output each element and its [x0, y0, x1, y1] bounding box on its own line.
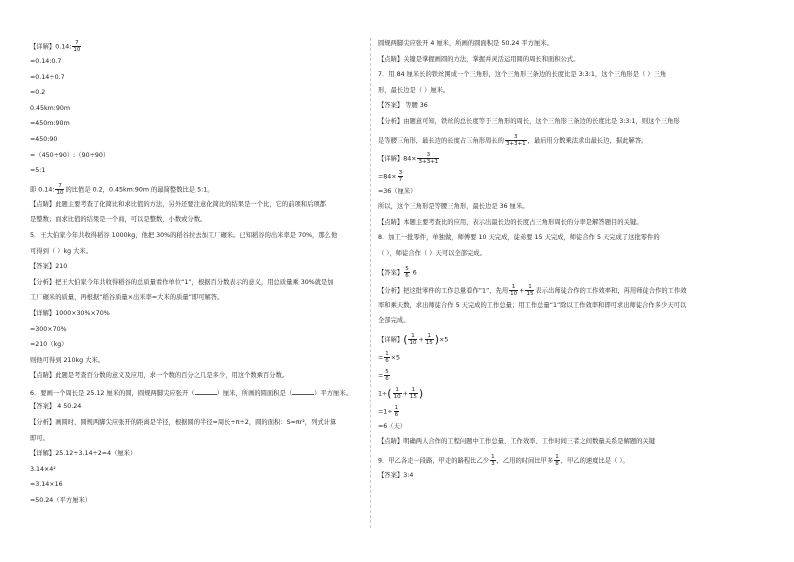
text-line: =450:90 [30, 135, 58, 143]
answer-line: 【答案】 4 50.24 [30, 403, 82, 411]
text-line: =5:1 [30, 167, 46, 175]
text-line: =1÷ $\frac{1}{6}$ [378, 404, 399, 418]
text-line: 则他可得到 210kg 大米。 [30, 356, 105, 364]
answer-line: 【答案】 $\frac{5}{6}$ 6 [378, 265, 417, 279]
question-5: 5．王大伯家今年共收得稻谷 1000kg，他把 30%的稻谷拉去加工厂碾米。已知稻谷的出米率是 70%，那么他 [30, 231, 338, 239]
answer-line: 【答案】3:4 [378, 471, 414, 479]
text-line: 0.45km:90m [30, 104, 71, 112]
text-line: 【分析】画圆时，圆规两脚尖应张开的距离是半径，根据圆的半径=周长÷π÷2，圆的面积：S=πr²，列式计算 [30, 419, 337, 427]
text-line: 全部完成。 [378, 317, 410, 325]
text-line: 【点睛】关键是掌握画圆的方法，掌握并灵活运用圆的周长和面积公式。 [378, 55, 580, 63]
text-line: 可得到（ ）kg 大米。 [30, 247, 93, 255]
text-line: 3.14×4² [30, 465, 56, 473]
text-line: 形，最长边是（ ）厘米。 [378, 86, 450, 94]
text-line: 是等腰三角形，最长边的长度占三角形周长的 $\frac{3}{3+3+1}$ ，最后用分数乘法求出最长边，据此解答。 [378, 133, 648, 147]
fraction: $\frac{3}{7}$ [398, 169, 403, 183]
answer-line: 【答案】 等腰 36 [378, 102, 428, 110]
text-line: 【点睛】此题主要考查了化简比和求比值的方法，另外还要注意化简比的结果是一个比，它的前项和后项都 [30, 200, 326, 208]
fraction: $\frac{3}{3+3+1}$ [505, 133, 526, 147]
question-7: 7．用 84 厘米长的铁丝围成一个三角形，这个三角形三条边的长度比是 3:3:1，这个三角形是（ ）三角 [378, 71, 667, 79]
question-9: 9．甲乙各走一段路，甲走的路程比乙少 $\frac{1}{3}$ ，乙用的时间比甲多 $\frac{1}{8}$ ，甲乙的速度比是（ ）。 [378, 453, 629, 467]
text-line: =50.24（平方厘米） [30, 497, 92, 505]
text-line: 【详解】1000×30%×70% [30, 309, 110, 317]
fraction: $\frac{1}{6}$ [394, 404, 399, 418]
text-line: 【点睛】此题是考查百分数的意义及应用，求一个数的百分之几是多少，用这个数乘百分数。 [30, 372, 289, 380]
fraction: $\frac{1}{10}$ [409, 332, 417, 346]
fraction: $\frac{1}{8}$ [555, 453, 559, 467]
text-line: =3.14×16 [30, 481, 63, 489]
text-line: 【详解】25.12÷3.14÷2=4（厘米） [30, 450, 137, 458]
text-line: =84× $\frac{3}{7}$ [378, 169, 403, 183]
question-6: 6．要画一个周长是 25.12 厘米的圆，圆规两脚尖应张开（ ）厘米，所画的圆面积是（ ）平方厘米。 [30, 389, 352, 397]
fraction: $\frac{7}{10}$ [73, 40, 81, 53]
text-line: =36（厘米） [378, 187, 417, 195]
text-line: 是整数；而求比值的结果是一个商，可以是整数，小数或分数。 [30, 216, 207, 224]
fraction: $\frac{7}{10}$ [56, 182, 64, 196]
text-line: =0.14÷0.7 [30, 73, 65, 81]
left-column [30, 40, 374, 513]
text-line: =0.2 [30, 89, 46, 97]
fraction: $\frac{5}{6}$ [405, 265, 409, 279]
text-line: 所以，这个三角形是等腰三角形，最长边是 36 厘米。 [378, 203, 529, 211]
fraction: $\frac{1}{15}$ [409, 386, 417, 400]
text-line: =6（天） [378, 422, 407, 430]
text-line: =0.14:0.7 [30, 58, 62, 65]
text-line: 【点睛】本题主要考查比的应用，表示出最长边的长度占三角形周长的分率是解答题目的关键。 [378, 218, 643, 226]
fraction: $\frac{5}{6}$ [385, 368, 389, 382]
text-line: 【详解】84× $\frac{3}{3+3+1}$ [378, 151, 439, 165]
answer-line: 【答案】210 [30, 263, 68, 271]
fraction: $\frac{1}{10}$ [393, 386, 401, 400]
text-line: =（450÷90）:（90÷90） [30, 151, 110, 159]
text-line: 圆规两脚尖应张开 4 厘米，所画的圆面积是 50.24 平方厘米。 [378, 40, 553, 47]
text-line: 1÷( $\frac{1}{10}$ + $\frac{1}{15}$ ) [378, 386, 424, 400]
right-column [378, 40, 722, 488]
text-line: 即 0.14: $\frac{7}{10}$ 的比值是 0.2，0.45km:90m 的最简整数比是 5:1。 [30, 182, 214, 196]
fraction: $\frac{1}{10}$ [510, 283, 518, 297]
text-line: =210（kg） [30, 341, 68, 349]
fraction: $\frac{1}{3}$ [491, 453, 495, 467]
text-line: 【分析】把这批零件的工作总量看作“1”，先用 $\frac{1}{10}$ + $\frac{1}{15}$ 表示出师徒合作的工作效率和，再用师徒合作的工作效 [378, 283, 687, 297]
fraction: $\frac{1}{15}$ [526, 283, 534, 297]
text-line: （ ），师徒合作（ ）天可以全部完成。 [378, 249, 486, 257]
text-line: = $\frac{1}{6}$ ×5 [378, 350, 401, 364]
text-line: 【点睛】明确两人合作的工程问题中工作总量、工作效率、工作时间三者之间数量关系是解题的关键 [378, 438, 656, 446]
text-line: 率和乘天数，求出师徒合作 5 天完成的工作总量；用工作总量“1”除以工作效率和即可求出师徒合作多少天可以 [378, 301, 687, 309]
fraction: $\frac{1}{6}$ [385, 350, 389, 364]
text-line: 【分析】把王大伯家今年共收得稻谷的总质量看作单位“1”，根据百分数表示的意义，用总质量乘 30%就是加 [30, 278, 334, 286]
fraction: $\frac{1}{15}$ [425, 332, 433, 346]
text-line: 【分析】由题意可知，铁丝的总长度等于三角形的周长，这个三角形三条边的长度比是 3:3:1，则这个三角形 [378, 117, 680, 125]
text-line: 【详解】0.14: $\frac{7}{10}$ [30, 40, 81, 53]
text-line: 【详解】( $\frac{1}{10}$ + $\frac{1}{15}$ )×5 [378, 332, 449, 346]
fraction: $\frac{3}{3+3+1}$ [418, 151, 439, 165]
text-line: =300×70% [30, 325, 67, 333]
text-line: =450m:90m [30, 120, 70, 128]
text-line: = $\frac{5}{6}$ [378, 368, 389, 382]
question-8: 8．加工一批零件，单独做，师傅要 10 天完成，徒弟要 15 天完成，师徒合作 5 天完成了这批零件的 [378, 234, 660, 242]
text-line: 即可。 [30, 434, 49, 442]
text-line: 工厂碾米的质量，再根据“稻谷质量×出米率=大米的质量”即可解答。 [30, 294, 224, 302]
